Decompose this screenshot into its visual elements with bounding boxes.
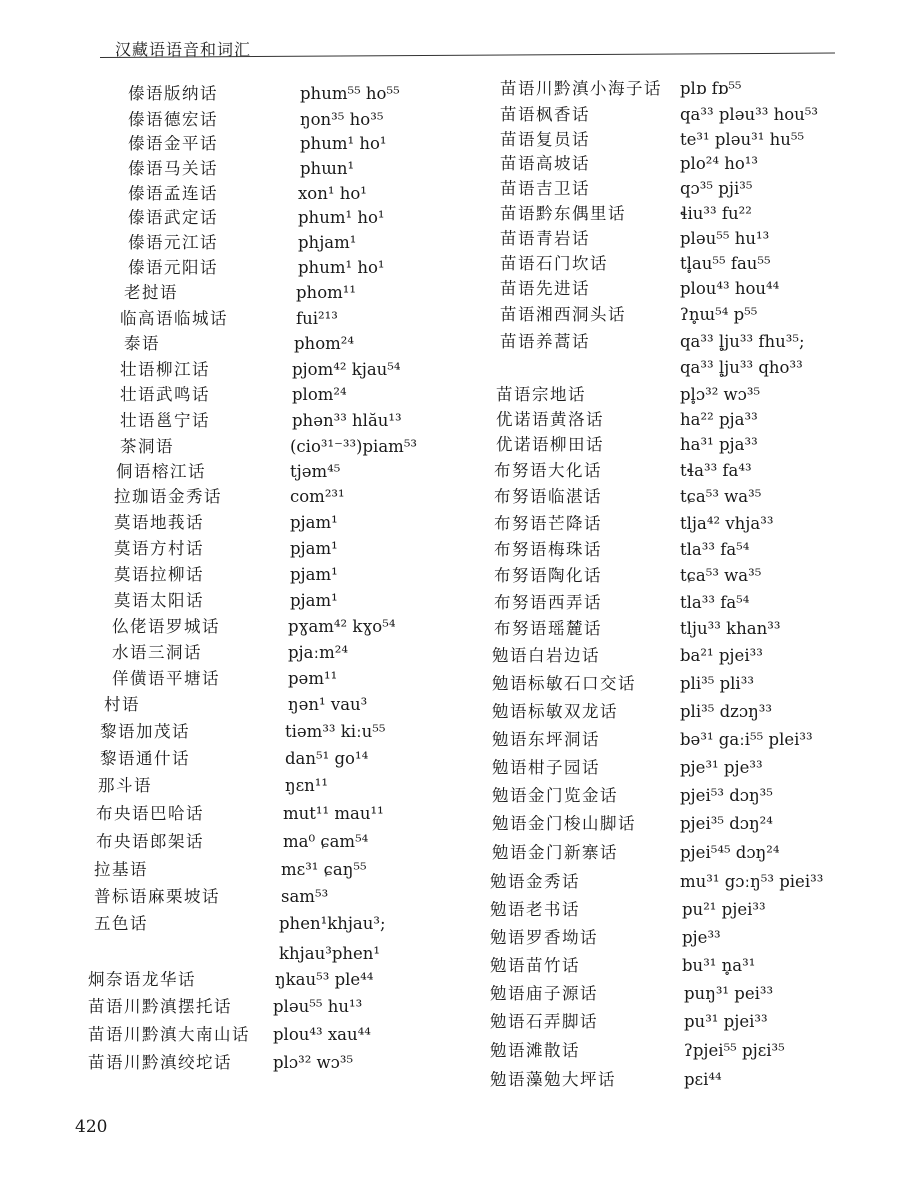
dialect-name: 侗语榕江话 [116, 462, 206, 481]
phonetic-form: tlja⁴² vhja³³ [680, 514, 774, 533]
phonetic-form: ŋɛn¹¹ [285, 776, 329, 795]
phonetic-form: qɔ³⁵ pji³⁵ [680, 179, 753, 198]
dialect-name: 勉语金门新寨话 [492, 843, 618, 862]
phonetic-form: tɬa³³ fa⁴³ [680, 461, 752, 480]
phonetic-form: qa³³ l̥ju³³ qho³³ [680, 358, 803, 377]
phonetic-form: pl̥ɔ³² wɔ³⁵ [680, 385, 761, 404]
phonetic-form: tjəm⁴⁵ [290, 462, 341, 481]
dialect-name: 苗语青岩话 [500, 229, 590, 248]
entry-row [0, 925, 900, 951]
entry-row [0, 226, 900, 252]
dialect-name: 苗语川黔滇绞坨话 [88, 1053, 232, 1072]
dialect-name: 苗语湘西洞头话 [500, 305, 626, 324]
entry-row [0, 355, 900, 381]
phonetic-form: ʔpjei⁵⁵ pjɛi³⁵ [684, 1041, 785, 1060]
dialect-name: 壮语柳江话 [120, 360, 210, 379]
phonetic-form: plo²⁴ ho¹³ [680, 154, 759, 173]
dialect-name: 布努语瑶麓话 [494, 619, 602, 638]
dialect-name: 拉珈语金秀话 [114, 487, 222, 506]
dialect-name: 黎语通什话 [100, 749, 190, 768]
dialect-name: 普标语麻栗坡话 [94, 887, 220, 906]
phonetic-form: tiəm³³ kiːu⁵⁵ [285, 722, 386, 741]
phonetic-form: pjam¹ [290, 539, 338, 558]
entry-row [0, 432, 900, 458]
dialect-name: 布努语陶化话 [494, 566, 602, 585]
dialect-name: 勉语柑子园话 [492, 758, 600, 777]
phonetic-form: qa³³ l̥ju³³ fhu³⁵; [680, 332, 805, 351]
phonetic-form: tla³³ fa⁵⁴ [680, 593, 750, 612]
entry-row [0, 727, 900, 753]
dialect-name: 苗语石门坎话 [500, 254, 608, 273]
phonetic-form: pu³¹ pjei³³ [684, 1012, 768, 1031]
dialect-name: 傣语孟连话 [128, 184, 218, 203]
dialect-name: 临高语临城话 [120, 309, 228, 328]
dialect-name: 布努语大化话 [494, 461, 602, 480]
entry-row [0, 1067, 900, 1093]
phonetic-form: pjam¹ [290, 565, 338, 584]
phonetic-form: plɔ³² wɔ³⁵ [273, 1053, 354, 1072]
phonetic-form: mu³¹ gɔːŋ⁵³ piei³³ [680, 872, 824, 891]
dialect-name: 傣语版纳话 [128, 84, 218, 103]
phonetic-form: pje³¹ pje³³ [680, 758, 763, 777]
phonetic-form: pu²¹ pjei³³ [682, 900, 766, 919]
phonetic-form: pɣam⁴² kɣo⁵⁴ [288, 617, 396, 636]
dialect-name: 勉语标敏双龙话 [492, 702, 618, 721]
phonetic-form: ŋən¹ vau³ [288, 695, 368, 714]
entry-row [0, 840, 900, 866]
page-number: 420 [75, 1117, 108, 1137]
dialect-name: 勉语苗竹话 [490, 956, 580, 975]
dialect-name: 佯僙语平塘话 [112, 669, 220, 688]
dialect-name: 苗语黔东偶里话 [500, 204, 626, 223]
phonetic-form: pjam¹ [290, 591, 338, 610]
dialect-name: 苗语宗地话 [496, 385, 586, 404]
phonetic-form: ŋkau⁵³ ple⁴⁴ [275, 970, 374, 989]
phonetic-form: tɕa⁵³ wa³⁵ [680, 566, 762, 585]
phonetic-form: ɬiu³³ fu²² [680, 204, 752, 223]
phonetic-form: mɛ³¹ ɕaŋ⁵⁵ [281, 860, 367, 879]
dialect-name: 勉语东坪洞话 [492, 730, 600, 749]
entry-row [0, 382, 900, 408]
phonetic-form: tɕa⁵³ wa³⁵ [680, 487, 762, 506]
dialect-name: 莫语太阳话 [114, 591, 204, 610]
phonetic-form: pjom⁴² kjau⁵⁴ [292, 360, 401, 379]
phonetic-form: phum¹ ho¹ [298, 208, 385, 227]
phonetic-form: pjei³⁵ dɔŋ²⁴ [680, 814, 773, 833]
phonetic-form: plou⁴³ hou⁴⁴ [680, 279, 780, 298]
dialect-name: 苗语吉卫话 [500, 179, 590, 198]
phonetic-form: bu³¹ n̥a³¹ [682, 956, 756, 975]
entry-row [0, 251, 900, 277]
dialect-name: 老挝语 [124, 283, 178, 302]
phonetic-form: mut¹¹ mau¹¹ [283, 804, 384, 823]
entry-row [0, 302, 900, 328]
entry-row [0, 869, 900, 895]
dialect-name: 勉语白岩边话 [492, 646, 600, 665]
phonetic-form: fui²¹³ [296, 309, 338, 328]
phonetic-form: pjei⁵³ dɔŋ³⁵ [680, 786, 773, 805]
entry-row [0, 484, 900, 510]
entry-row [0, 76, 900, 102]
phonetic-form: pjei⁵⁴⁵ dɔŋ²⁴ [680, 843, 780, 862]
phonetic-form: ŋon³⁵ ho³⁵ [300, 110, 384, 129]
phonetic-form: qa³³ pləu³³ hou⁵³ [680, 105, 818, 124]
entry-row [0, 897, 900, 923]
dialect-name: 勉语庙子源话 [490, 984, 598, 1003]
dialect-name: 勉语金门梭山脚话 [492, 814, 636, 833]
dialect-name: 勉语金门览金话 [492, 786, 618, 805]
phonetic-form: pləu⁵⁵ hu¹³ [680, 229, 770, 248]
phonetic-form: ʔn̥ɯ⁵⁴ p⁵⁵ [680, 305, 758, 324]
entry-row [0, 329, 900, 355]
dialect-name: 布央语巴哈话 [96, 804, 204, 823]
dialect-name: 苗语川黔滇小海子话 [500, 79, 662, 98]
entry-row [0, 699, 900, 725]
phonetic-form: pləu⁵⁵ hu¹³ [273, 997, 363, 1016]
dialect-name: 苗语复员话 [500, 130, 590, 149]
dialect-name: 傣语元阳话 [128, 258, 218, 277]
entry-row [0, 1009, 900, 1035]
dialect-name: 苗语川黔滇大南山话 [88, 1025, 250, 1044]
phonetic-form: phjam¹ [298, 233, 357, 252]
dialect-name: 傣语马关话 [128, 159, 218, 178]
dialect-name: 勉语滩散话 [490, 1041, 580, 1060]
dialect-name: 村语 [104, 695, 140, 714]
entry-row [0, 537, 900, 563]
dialect-name: 莫语方村话 [114, 539, 204, 558]
dialect-name: 壮语邕宁话 [120, 411, 210, 430]
entry-row [0, 590, 900, 616]
dialect-name: 莫语拉柳话 [114, 565, 204, 584]
phonetic-form: khjau³phen¹ [279, 944, 381, 963]
dialect-name: 勉语标敏石口交话 [492, 674, 636, 693]
phonetic-form: ba²¹ pjei³³ [680, 646, 763, 665]
entry-row [0, 151, 900, 177]
entry-row [0, 1038, 900, 1064]
entry-row [0, 755, 900, 781]
phonetic-form: xon¹ ho¹ [298, 184, 367, 203]
phonetic-form: pje³³ [682, 928, 721, 947]
dialect-name: 傣语德宏话 [128, 110, 218, 129]
entry-row [0, 201, 900, 227]
phonetic-form: plɒ fɒ⁵⁵ [680, 79, 742, 98]
phonetic-form: pɛi⁴⁴ [684, 1070, 722, 1089]
entry-row [0, 458, 900, 484]
dialect-name: 傣语武定话 [128, 208, 218, 227]
dialect-name: 布央语郎架话 [96, 832, 204, 851]
phonetic-form: ha³¹ pja³³ [680, 435, 758, 454]
dialect-name: 布努语芒降话 [494, 514, 602, 533]
phonetic-form: pjaːm²⁴ [288, 643, 348, 662]
entry-row [0, 102, 900, 128]
phonetic-form: phum⁵⁵ ho⁵⁵ [300, 84, 400, 103]
dialect-name: 莫语地莪话 [114, 513, 204, 532]
dialect-name: 勉语老书话 [490, 900, 580, 919]
dialect-name: 勉语藻勉大坪话 [490, 1070, 616, 1089]
dialect-name: 壮语武鸣话 [120, 385, 210, 404]
phonetic-form: phom²⁴ [294, 334, 354, 353]
entry-row [0, 276, 900, 302]
entry-row [0, 176, 900, 202]
dialect-name: 布努语西弄话 [494, 593, 602, 612]
dialect-name: 布努语梅珠话 [494, 540, 602, 559]
dialect-name: 五色话 [94, 914, 148, 933]
phonetic-form: phən³³ hlău¹³ [292, 411, 402, 430]
entry-row [0, 981, 900, 1007]
dialect-name: 苗语高坡话 [500, 154, 590, 173]
entry-row [0, 127, 900, 153]
phonetic-form: te³¹ pləu³¹ hu⁵⁵ [680, 130, 805, 149]
dialect-name: 水语三洞话 [112, 643, 202, 662]
phonetic-form: phum¹ ho¹ [300, 134, 387, 153]
phonetic-form: pli³⁵ dzɔŋ³³ [680, 702, 772, 721]
phonetic-form: phen¹khjau³; [279, 914, 386, 933]
phonetic-form: tl̥au⁵⁵ fau⁵⁵ [680, 254, 771, 273]
entry-row [0, 643, 900, 669]
dialect-name: 勉语罗香坳话 [490, 928, 598, 947]
dialect-name: 傣语元江话 [128, 233, 218, 252]
dialect-name: 布努语临湛话 [494, 487, 602, 506]
entry-row [0, 953, 900, 979]
phonetic-form: plou⁴³ xau⁴⁴ [273, 1025, 371, 1044]
phonetic-form: pli³⁵ pli³³ [680, 674, 754, 693]
entry-row [0, 671, 900, 697]
dialect-name: 苗语枫香话 [500, 105, 590, 124]
phonetic-form: phɯn¹ [300, 159, 355, 178]
dialect-name: 仫佬语罗城话 [112, 617, 220, 636]
dialect-name: 苗语川黔滇摆托话 [88, 997, 232, 1016]
entry-row [0, 616, 900, 642]
phonetic-form: com²³¹ [290, 487, 345, 506]
phonetic-form: phum¹ ho¹ [298, 258, 385, 277]
dialect-name: 苗语养蒿话 [500, 332, 590, 351]
phonetic-form: puŋ³¹ pei³³ [684, 984, 774, 1003]
dialect-name: 傣语金平话 [128, 134, 218, 153]
phonetic-form: bə³¹ gaːi⁵⁵ plei³³ [680, 730, 813, 749]
phonetic-form: pəm¹¹ [288, 669, 338, 688]
dialect-name: 那斗语 [98, 776, 152, 795]
dialect-name: 拉基语 [94, 860, 148, 879]
dialect-name: 优诺语黄洛话 [496, 410, 604, 429]
phonetic-form: plom²⁴ [292, 385, 347, 404]
dialect-name: 勉语石弄脚话 [490, 1012, 598, 1031]
dialect-name: 苗语先进话 [500, 279, 590, 298]
entry-row [0, 811, 900, 837]
phonetic-form: ha²² pja³³ [680, 410, 758, 429]
phonetic-form: ma⁰ ɕam⁵⁴ [283, 832, 369, 851]
dialect-name: 茶洞语 [120, 437, 174, 456]
phonetic-form: tlju³³ khan³³ [680, 619, 781, 638]
phonetic-form: pjam¹ [290, 513, 338, 532]
phonetic-form: phom¹¹ [296, 283, 356, 302]
running-head-title: 汉藏语语音和词汇 [115, 40, 252, 59]
entry-row [0, 511, 900, 537]
phonetic-form: dan⁵¹ go¹⁴ [285, 749, 369, 768]
phonetic-form: sam⁵³ [281, 887, 329, 906]
dialect-name: 泰语 [124, 334, 160, 353]
dialect-name: 黎语加茂话 [100, 722, 190, 741]
entry-row [0, 783, 900, 809]
dialect-name: 炯奈语龙华话 [88, 970, 196, 989]
dialect-name: 勉语金秀话 [490, 872, 580, 891]
entry-row [0, 407, 900, 433]
entry-row [0, 563, 900, 589]
dialect-name: 优诺语柳田话 [496, 435, 604, 454]
phonetic-form: (cio³¹⁻³³)piam⁵³ [290, 437, 418, 456]
phonetic-form: tla³³ fa⁵⁴ [680, 540, 750, 559]
